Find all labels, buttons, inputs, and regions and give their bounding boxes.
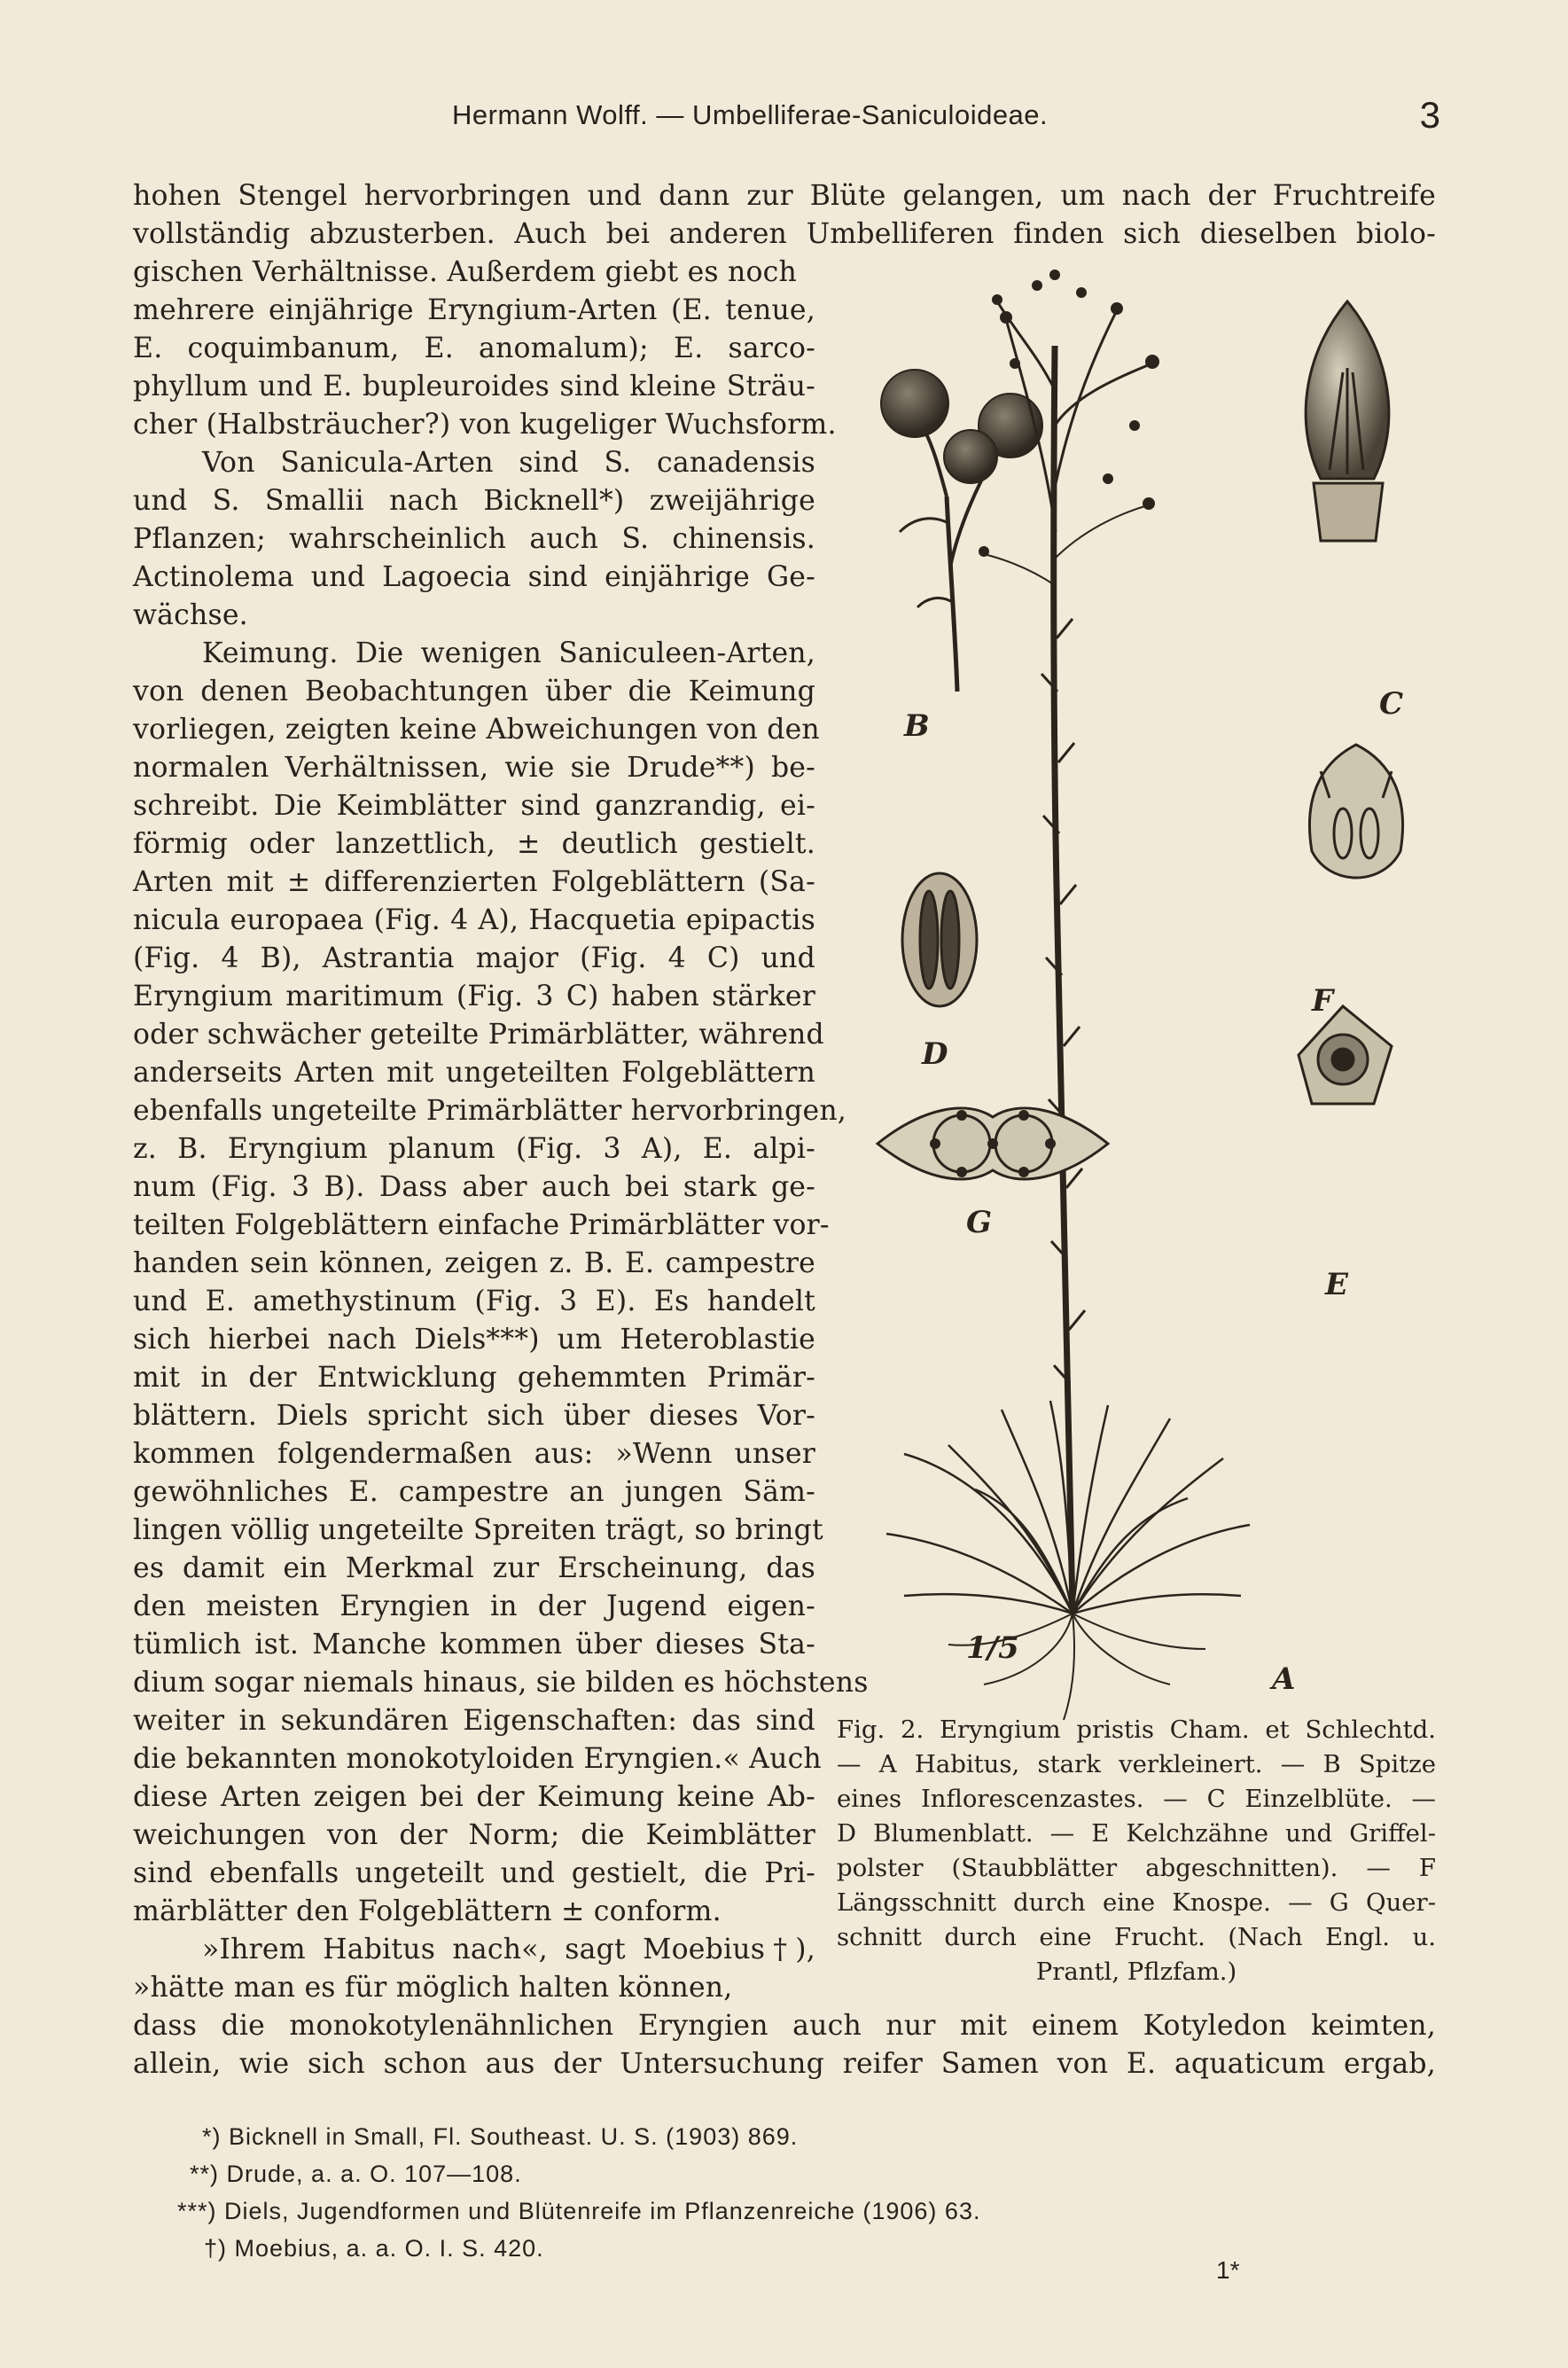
text-line: dium sogar niemals hinaus, sie bilden es höchstens [133, 1667, 869, 1699]
figure-part-b [881, 370, 1042, 692]
text-line: (Fig. 4 B), Astrantia major (Fig. 4 C) und [133, 942, 815, 974]
text-line: Actinolema und Lagoecia sind einjährige Ge- [133, 561, 815, 593]
label-b: B [904, 708, 930, 744]
label-c: C [1379, 686, 1404, 722]
text-line: schreibt. Die Keimblätter sind ganzrandig, ei- [133, 790, 815, 822]
text-line: diese Arten zeigen bei der Keimung keine Ab- [133, 1781, 815, 1813]
page-number: 3 [1419, 94, 1440, 136]
running-header [133, 94, 1440, 144]
text-line: Arten mit ± differenzierten Folgeblättern (Sa- [133, 866, 815, 898]
text-line: nicula europaea (Fig. 4 A), Hacquetia epipactis [133, 904, 815, 936]
text-line: wächse. [133, 599, 248, 631]
text-line: z. B. Eryngium planum (Fig. 3 A), E. alpi- [133, 1133, 815, 1165]
running-title: Hermann Wolff. — Umbelliferae-Saniculoideae. [452, 99, 1049, 130]
plant-illustration [851, 266, 1454, 1738]
text-line: phyllum und E. bupleuroides sind kleine Sträu- [133, 371, 815, 402]
caption-line: Fig. 2. Eryngium pristis Cham. et Schlechtd. [837, 1715, 1436, 1744]
text-line: cher (Halbsträucher?) von kugeliger Wuchsform. [133, 409, 837, 441]
text-line: tümlich ist. Manche kommen über dieses Sta- [133, 1629, 815, 1661]
text-line: und E. amethystinum (Fig. 3 E). Es handelt [133, 1286, 815, 1317]
text-line: kommen folgendermaßen aus: »Wenn unser [133, 1438, 815, 1470]
text-line: und S. Smallii nach Bicknell*) zweijährige [133, 485, 815, 517]
text-line: Eryngium maritimum (Fig. 3 C) haben stärker [133, 981, 815, 1012]
text-line: gewöhnliches E. campestre an jungen Säm- [133, 1476, 815, 1508]
caption-line: eines Inflorescenzastes. — C Einzelblüte. — [837, 1785, 1436, 1813]
text-line: es damit ein Merkmal zur Erscheinung, das [133, 1552, 815, 1584]
text-line: Von Sanicula-Arten sind S. canadensis [202, 447, 815, 479]
caption-line: Prantl, Pflzfam.) [1035, 1958, 1237, 1986]
label-e: E [1325, 1267, 1348, 1302]
text-line: »Ihrem Habitus nach«, sagt Moebius†), [202, 1934, 815, 1966]
text-line: sich hierbei nach Diels***) um Heteroblastie [133, 1324, 815, 1356]
text-line: dass die monokotylenähnlichen Eryngien auch nur mit einem Kotyledon keimten, [133, 2010, 1436, 2042]
text-line: blättern. Diels spricht sich über dieses Vor- [133, 1400, 815, 1432]
text-line: oder schwächer geteilte Primärblätter, während [133, 1019, 824, 1051]
section-keimung: Keimung. Die wenigen Saniculeen-Arten, [202, 637, 815, 669]
text-line: num (Fig. 3 B). Dass aber auch bei stark ge- [133, 1171, 815, 1203]
text-line: lingen völlig ungeteilte Spreiten trägt, so bringt [133, 1514, 823, 1546]
text-line: weiter in sekundären Eigenschaften: das sind [133, 1705, 815, 1737]
label-a: A [1272, 1661, 1296, 1697]
caption-line: — A Habitus, stark verkleinert. — B Spitze [837, 1750, 1436, 1778]
figure-eryngium [851, 266, 1454, 1738]
footnote: *) Bicknell in Small, Fl. Southeast. U. S. (1903) 869. [202, 2123, 799, 2150]
text-line: hohen Stengel hervorbringen und dann zur Blüte gelangen, um nach der Fruchtreife [133, 180, 1436, 212]
figure-part-c [1306, 301, 1389, 541]
footnote: †) Moebius, a. a. O. I. S. 420. [204, 2235, 544, 2262]
text-line: gischen Verhältnisse. Außerdem giebt es noch [133, 256, 797, 288]
text-line: ebenfalls ungeteilte Primärblätter hervorbringen, [133, 1095, 847, 1127]
figure-part-d [902, 873, 977, 1006]
figure-part-e [1299, 1006, 1392, 1104]
text-line: sind ebenfalls ungeteilt und gestielt, die Pri- [133, 1857, 815, 1889]
text-line: handen sein können, zeigen z. B. E. campestre [133, 1247, 815, 1279]
text-line: märblätter den Folgeblättern ± conform. [133, 1895, 722, 1927]
text-line: mit in der Entwicklung gehemmten Primär- [133, 1362, 815, 1394]
text-line: teilten Folgeblättern einfache Primärblätter vor- [133, 1209, 830, 1241]
text-line: von denen Beobachtungen über die Keimung [133, 676, 815, 707]
text-line: anderseits Arten mit ungeteilten Folgeblättern [133, 1057, 815, 1089]
footnote: **) Drude, a. a. O. 107—108. [190, 2161, 522, 2187]
text-line: normalen Verhältnissen, wie sie Drude**) be- [133, 752, 815, 784]
text-line: vorliegen, zeigten keine Abweichungen von den [133, 714, 820, 746]
label-g: G [966, 1205, 993, 1240]
caption-line: Längsschnitt durch eine Knospe. — G Quer- [837, 1888, 1436, 1917]
figure-part-f [1309, 745, 1402, 878]
label-d: D [922, 1036, 948, 1072]
footnote: ***) Diels, Jugendformen und Blütenreife im Pflanzenreiche (1906) 63. [177, 2198, 981, 2224]
text-line: »hätte man es für möglich halten können, [133, 1972, 733, 2004]
text-line: mehrere einjährige Eryngium-Arten (E. tenue, [133, 294, 815, 326]
signature-mark: 1* [1216, 2256, 1240, 2284]
text-line: Pflanzen; wahrscheinlich auch S. chinensis. [133, 523, 815, 555]
figure-part-g [878, 1108, 1108, 1179]
text-line: die bekannten monokotyloiden Eryngien.« Auch [133, 1743, 822, 1775]
caption-line: D Blumenblatt. — E Kelchzähne und Griffel- [837, 1819, 1436, 1848]
text-line: vollständig abzusterben. Auch bei anderen Umbelliferen finden sich dieselben biolo- [133, 218, 1436, 250]
text-line: den meisten Eryngien in der Jugend eigen- [133, 1590, 815, 1622]
text-line: allein, wie sich schon aus der Untersuchung reifer Samen von E. aquaticum ergab, [133, 2048, 1436, 2080]
label-scale: 1/5 [966, 1630, 1019, 1666]
caption-line: schnitt durch eine Frucht. (Nach Engl. u. [837, 1923, 1436, 1951]
caption-line: polster (Staubblätter abgeschnitten). — F [837, 1854, 1436, 1882]
text-line: E. coquimbanum, E. anomalum); E. sarco- [133, 332, 815, 364]
label-f: F [1312, 983, 1334, 1019]
text-line: weichungen von der Norm; die Keimblätter [133, 1819, 815, 1851]
text-line: förmig oder lanzettlich, ± deutlich gestielt. [133, 828, 815, 860]
